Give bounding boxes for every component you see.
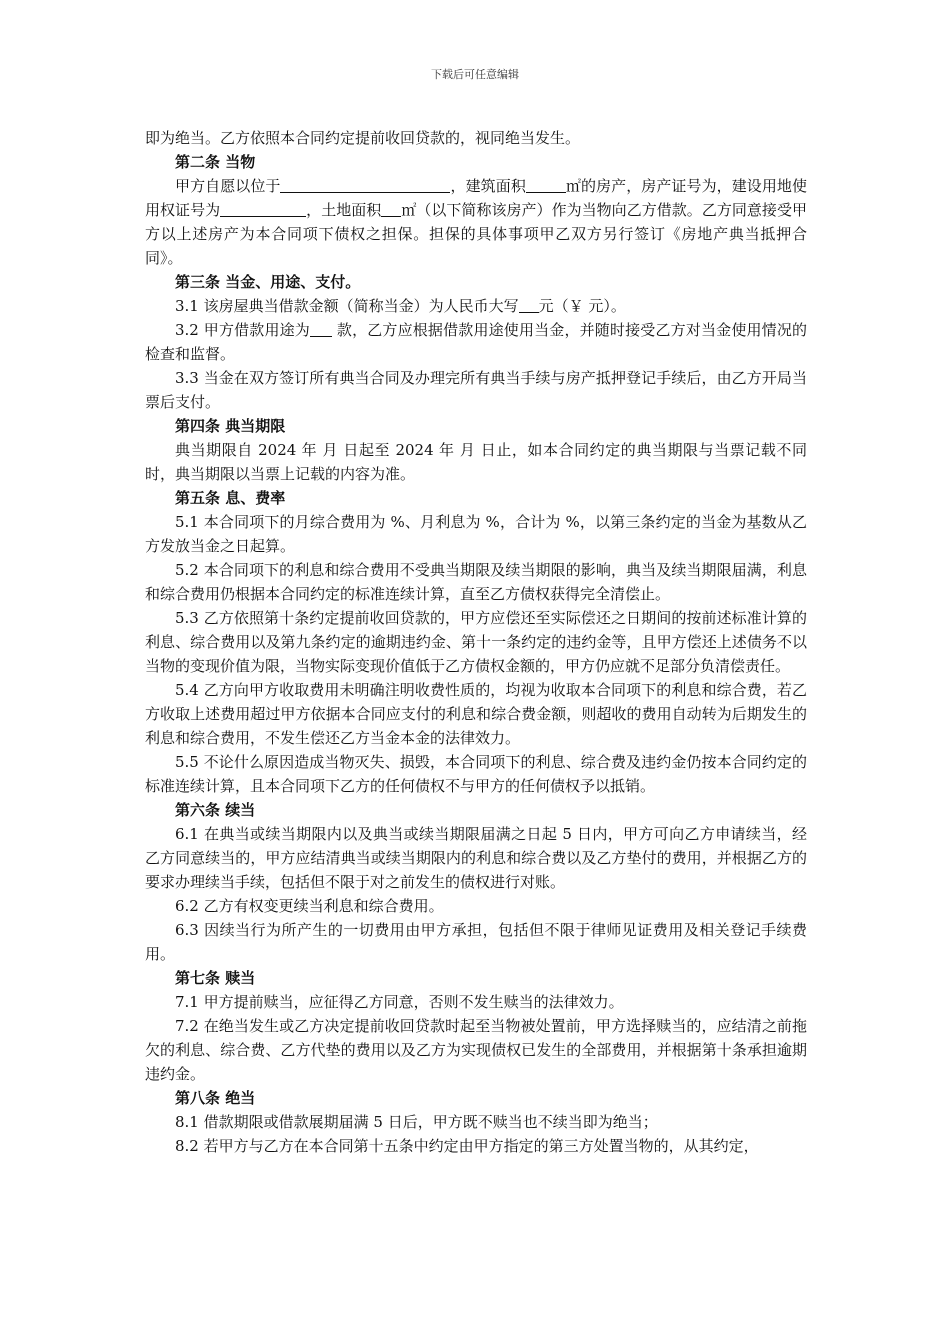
text-run: 元（￥ 元）。	[538, 297, 626, 315]
text-run: 3.2 甲方借款用途为	[175, 321, 310, 339]
article-7-title: 第七条 赎当	[175, 969, 256, 987]
blank-purpose[interactable]	[310, 321, 332, 337]
article-6-title: 第六条 续当	[175, 801, 256, 819]
clause-7-2: 7.2 在绝当发生或乙方决定提前收回贷款时起至当物被处置前，甲方选择赎当的，应结清之前拖欠的利息、综合费、乙方代垫的费用以及乙方为实现债权已发生的全部费用，并根据第十条承担逾期违约金。	[145, 1017, 807, 1083]
clause-8-1: 8.1 借款期限或借款展期届满 5 日后，甲方既不赎当也不续当即为绝当；	[175, 1113, 658, 1131]
blank-amount[interactable]	[519, 297, 539, 313]
text-run: ，土地面积	[306, 201, 382, 219]
text-run: 甲方自愿以位于	[175, 177, 281, 195]
text-run: 款，乙方应根据借款用途使用当金，并随时接受乙方对当金使用情况的检查和监督。	[145, 321, 807, 363]
clause-3-2	[145, 318, 807, 366]
clause-5-1: 5.1 本合同项下的月综合费用为 %、月利息为 %，合计为 %，以第三条约定的当金为基数从乙方发放当金之日起算。	[145, 513, 807, 555]
blank-land-area[interactable]	[381, 201, 401, 217]
article-4-title: 第四条 典当期限	[175, 417, 286, 435]
article-3-title: 第三条 当金、用途、支付。	[175, 273, 361, 291]
clause-5-5: 5.5 不论什么原因造成当物灭失、损毁，本合同项下的利息、综合费及违约金仍按本合同约定的标准连续计算，且本合同项下乙方的任何债权不与甲方的任何债权予以抵销。	[145, 753, 807, 795]
clause-6-1: 6.1 在典当或续当期限内以及典当或续当期限届满之日起 5 日内，甲方可向乙方申请续当，经乙方同意续当的，甲方应结清典当或续当期限内的利息和综合费以及乙方垫付的费用，并根据乙方的要求办理续当手续，包括但不限于对之前发生的债权进行对账。	[145, 825, 807, 891]
clause-6-2: 6.2 乙方有权变更续当利息和综合费用。	[175, 897, 444, 915]
text-run: ，建筑面积	[450, 177, 526, 195]
article-8-title: 第八条 绝当	[175, 1089, 256, 1107]
intro-paragraph: 即为绝当。乙方依照本合同约定提前收回贷款的，视同绝当发生。	[145, 129, 581, 147]
clause-3-3: 3.3 当金在双方签订所有典当合同及办理完所有典当手续与房产抵押登记手续后，由乙方开局当票后支付。	[145, 369, 807, 411]
page-header: 下载后可任意编辑	[431, 68, 519, 81]
blank-area[interactable]	[526, 177, 566, 193]
article-2-title: 第二条 当物	[175, 153, 256, 171]
blank-land-cert[interactable]	[220, 201, 306, 217]
clause-3-1	[145, 294, 807, 318]
contract-body	[145, 126, 807, 1158]
clause-5-4: 5.4 乙方向甲方收取费用未明确注明收费性质的，均视为收取本合同项下的利息和综合费，若乙方收取上述费用超过甲方依据本合同应支付的利息和综合费金额，则超收的费用自动转为后期发生的利息和综合费用，不发生偿还乙方当金本金的法律效力。	[145, 681, 807, 747]
clause-7-1: 7.1 甲方提前赎当，应征得乙方同意，否则不发生赎当的法律效力。	[175, 993, 624, 1011]
clause-8-2: 8.2 若甲方与乙方在本合同第十五条中约定由甲方指定的第三方处置当物的，从其约定，	[175, 1137, 759, 1155]
clause-4-1: 典当期限自 2024 年 月 日起至 2024 年 月 日止，如本合同约定的典当期限与当票记载不同时，典当期限以当票上记载的内容为准。	[145, 441, 807, 483]
text-run: 3.1 该房屋典当借款金额（简称当金）为人民币大写	[175, 297, 519, 315]
article-2-paragraph	[145, 174, 807, 270]
clause-6-3: 6.3 因续当行为所产生的一切费用由甲方承担，包括但不限于律师见证费用及相关登记手续费用。	[145, 921, 807, 963]
blank-location[interactable]	[280, 177, 450, 193]
text-run: ㎡的房产，房产证号为，建设用地使用权证号为	[145, 177, 807, 219]
clause-5-2: 5.2 本合同项下的利息和综合费用不受典当期限及续当期限的影响，典当及续当期限届满，利息和综合费用仍根据本合同约定的标准连续计算，直至乙方债权获得完全清偿止。	[145, 561, 807, 603]
clause-5-3: 5.3 乙方依照第十条约定提前收回贷款的，甲方应偿还至实际偿还之日期间的按前述标准计算的利息、综合费用以及第九条约定的逾期违约金、第十一条约定的违约金等，且甲方偿还上述债务不以当物的变现价值为限，当物实际变现价值低于乙方债权金额的，甲方仍应就不足部分负清偿责任。	[145, 609, 807, 675]
article-5-title: 第五条 息、费率	[175, 489, 286, 507]
text-run: ㎡（以下简称该房产）作为当物向乙方借款。乙方同意接受甲方以上述房产为本合同项下债权之担保。担保的具体事项甲乙双方另行签订《房地产典当抵押合同》。	[145, 201, 807, 267]
